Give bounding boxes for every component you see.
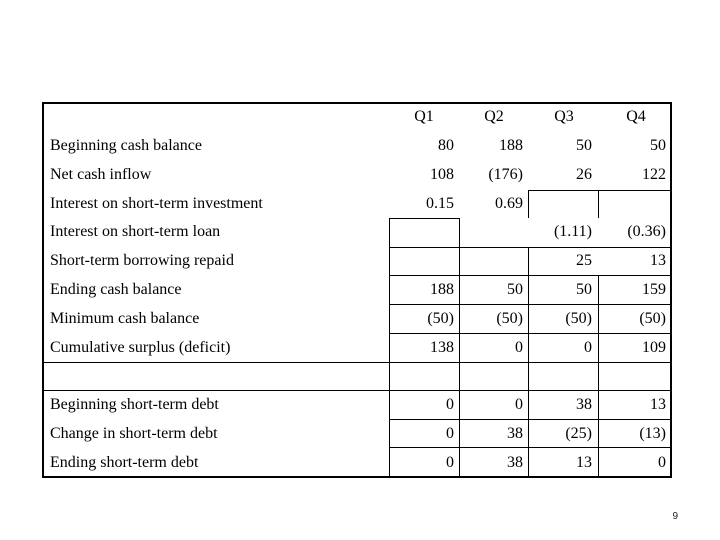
row-label: Ending cash balance xyxy=(50,281,182,298)
table-cell: 188 xyxy=(499,137,523,154)
table-cell: 50 xyxy=(507,281,523,298)
row-label: Beginning short-term debt xyxy=(50,396,219,414)
column-divider xyxy=(459,218,460,247)
row-label: Cumulative surplus (deficit) xyxy=(50,338,231,356)
table-cell: 108 xyxy=(430,165,454,183)
table-cell: 38 xyxy=(576,396,592,414)
column-header: Q3 xyxy=(554,108,574,125)
column-header: Q1 xyxy=(414,108,434,125)
table-cell: 0 xyxy=(515,338,523,356)
row-label: Ending short-term debt xyxy=(50,453,199,471)
table-cell: 138 xyxy=(430,338,454,356)
table-cell: 0.69 xyxy=(495,194,523,212)
row-divider xyxy=(389,333,672,334)
column-divider xyxy=(528,190,529,218)
row-divider xyxy=(389,247,672,248)
table-cell: (13) xyxy=(639,425,666,442)
table-cell: (50) xyxy=(496,309,523,327)
page-number: 9 xyxy=(672,511,678,522)
column-header: Q2 xyxy=(484,108,504,125)
column-divider xyxy=(598,190,599,218)
row-divider xyxy=(389,447,672,448)
row-divider xyxy=(389,275,672,276)
table-cell: 0 xyxy=(446,396,454,414)
table-cell: 188 xyxy=(430,281,454,298)
row-divider xyxy=(42,390,672,391)
table-cell: 13 xyxy=(650,252,666,270)
table-cell: 13 xyxy=(650,396,666,414)
table-cell: 0.15 xyxy=(426,194,454,212)
table-cell: (176) xyxy=(488,165,523,183)
row-label: Beginning cash balance xyxy=(50,137,202,154)
table-cell: (1.11) xyxy=(553,223,592,241)
column-header: Q4 xyxy=(626,108,646,125)
table-cell: 109 xyxy=(642,338,666,356)
table-cell: 0 xyxy=(658,453,666,471)
row-label: Minimum cash balance xyxy=(50,309,200,327)
table-cell: 25 xyxy=(576,252,592,270)
row-divider xyxy=(389,218,459,219)
row-divider xyxy=(42,362,672,363)
table-cell: 26 xyxy=(576,165,592,183)
table-cell: 50 xyxy=(576,137,592,154)
table-cell: 122 xyxy=(642,165,666,183)
table-cell: 0 xyxy=(584,338,592,356)
row-divider xyxy=(528,190,672,191)
table-cell: (50) xyxy=(565,309,592,327)
table-cell: (50) xyxy=(427,309,454,327)
table-cell: 0 xyxy=(515,396,523,414)
table-cell: (0.36) xyxy=(627,223,666,241)
row-divider xyxy=(389,419,672,420)
table-cell: 38 xyxy=(507,425,523,442)
table-cell: 0 xyxy=(446,453,454,471)
table-cell: 13 xyxy=(576,453,592,471)
row-divider xyxy=(389,304,672,305)
table-cell: (50) xyxy=(639,309,666,327)
table-cell: 50 xyxy=(650,137,666,154)
table-cell: 50 xyxy=(576,281,592,298)
row-label: Short-term borrowing repaid xyxy=(50,252,234,270)
row-label: Net cash inflow xyxy=(50,165,152,183)
row-label: Interest on short-term loan xyxy=(50,223,221,241)
table-cell: 0 xyxy=(446,425,454,442)
table-cell: 159 xyxy=(642,281,666,298)
table-cell: 80 xyxy=(438,137,454,154)
row-label: Change in short-term debt xyxy=(50,425,218,442)
table-cell: 38 xyxy=(507,453,523,471)
table-cell: (25) xyxy=(565,425,592,442)
row-label: Interest on short-term investment xyxy=(50,194,263,212)
